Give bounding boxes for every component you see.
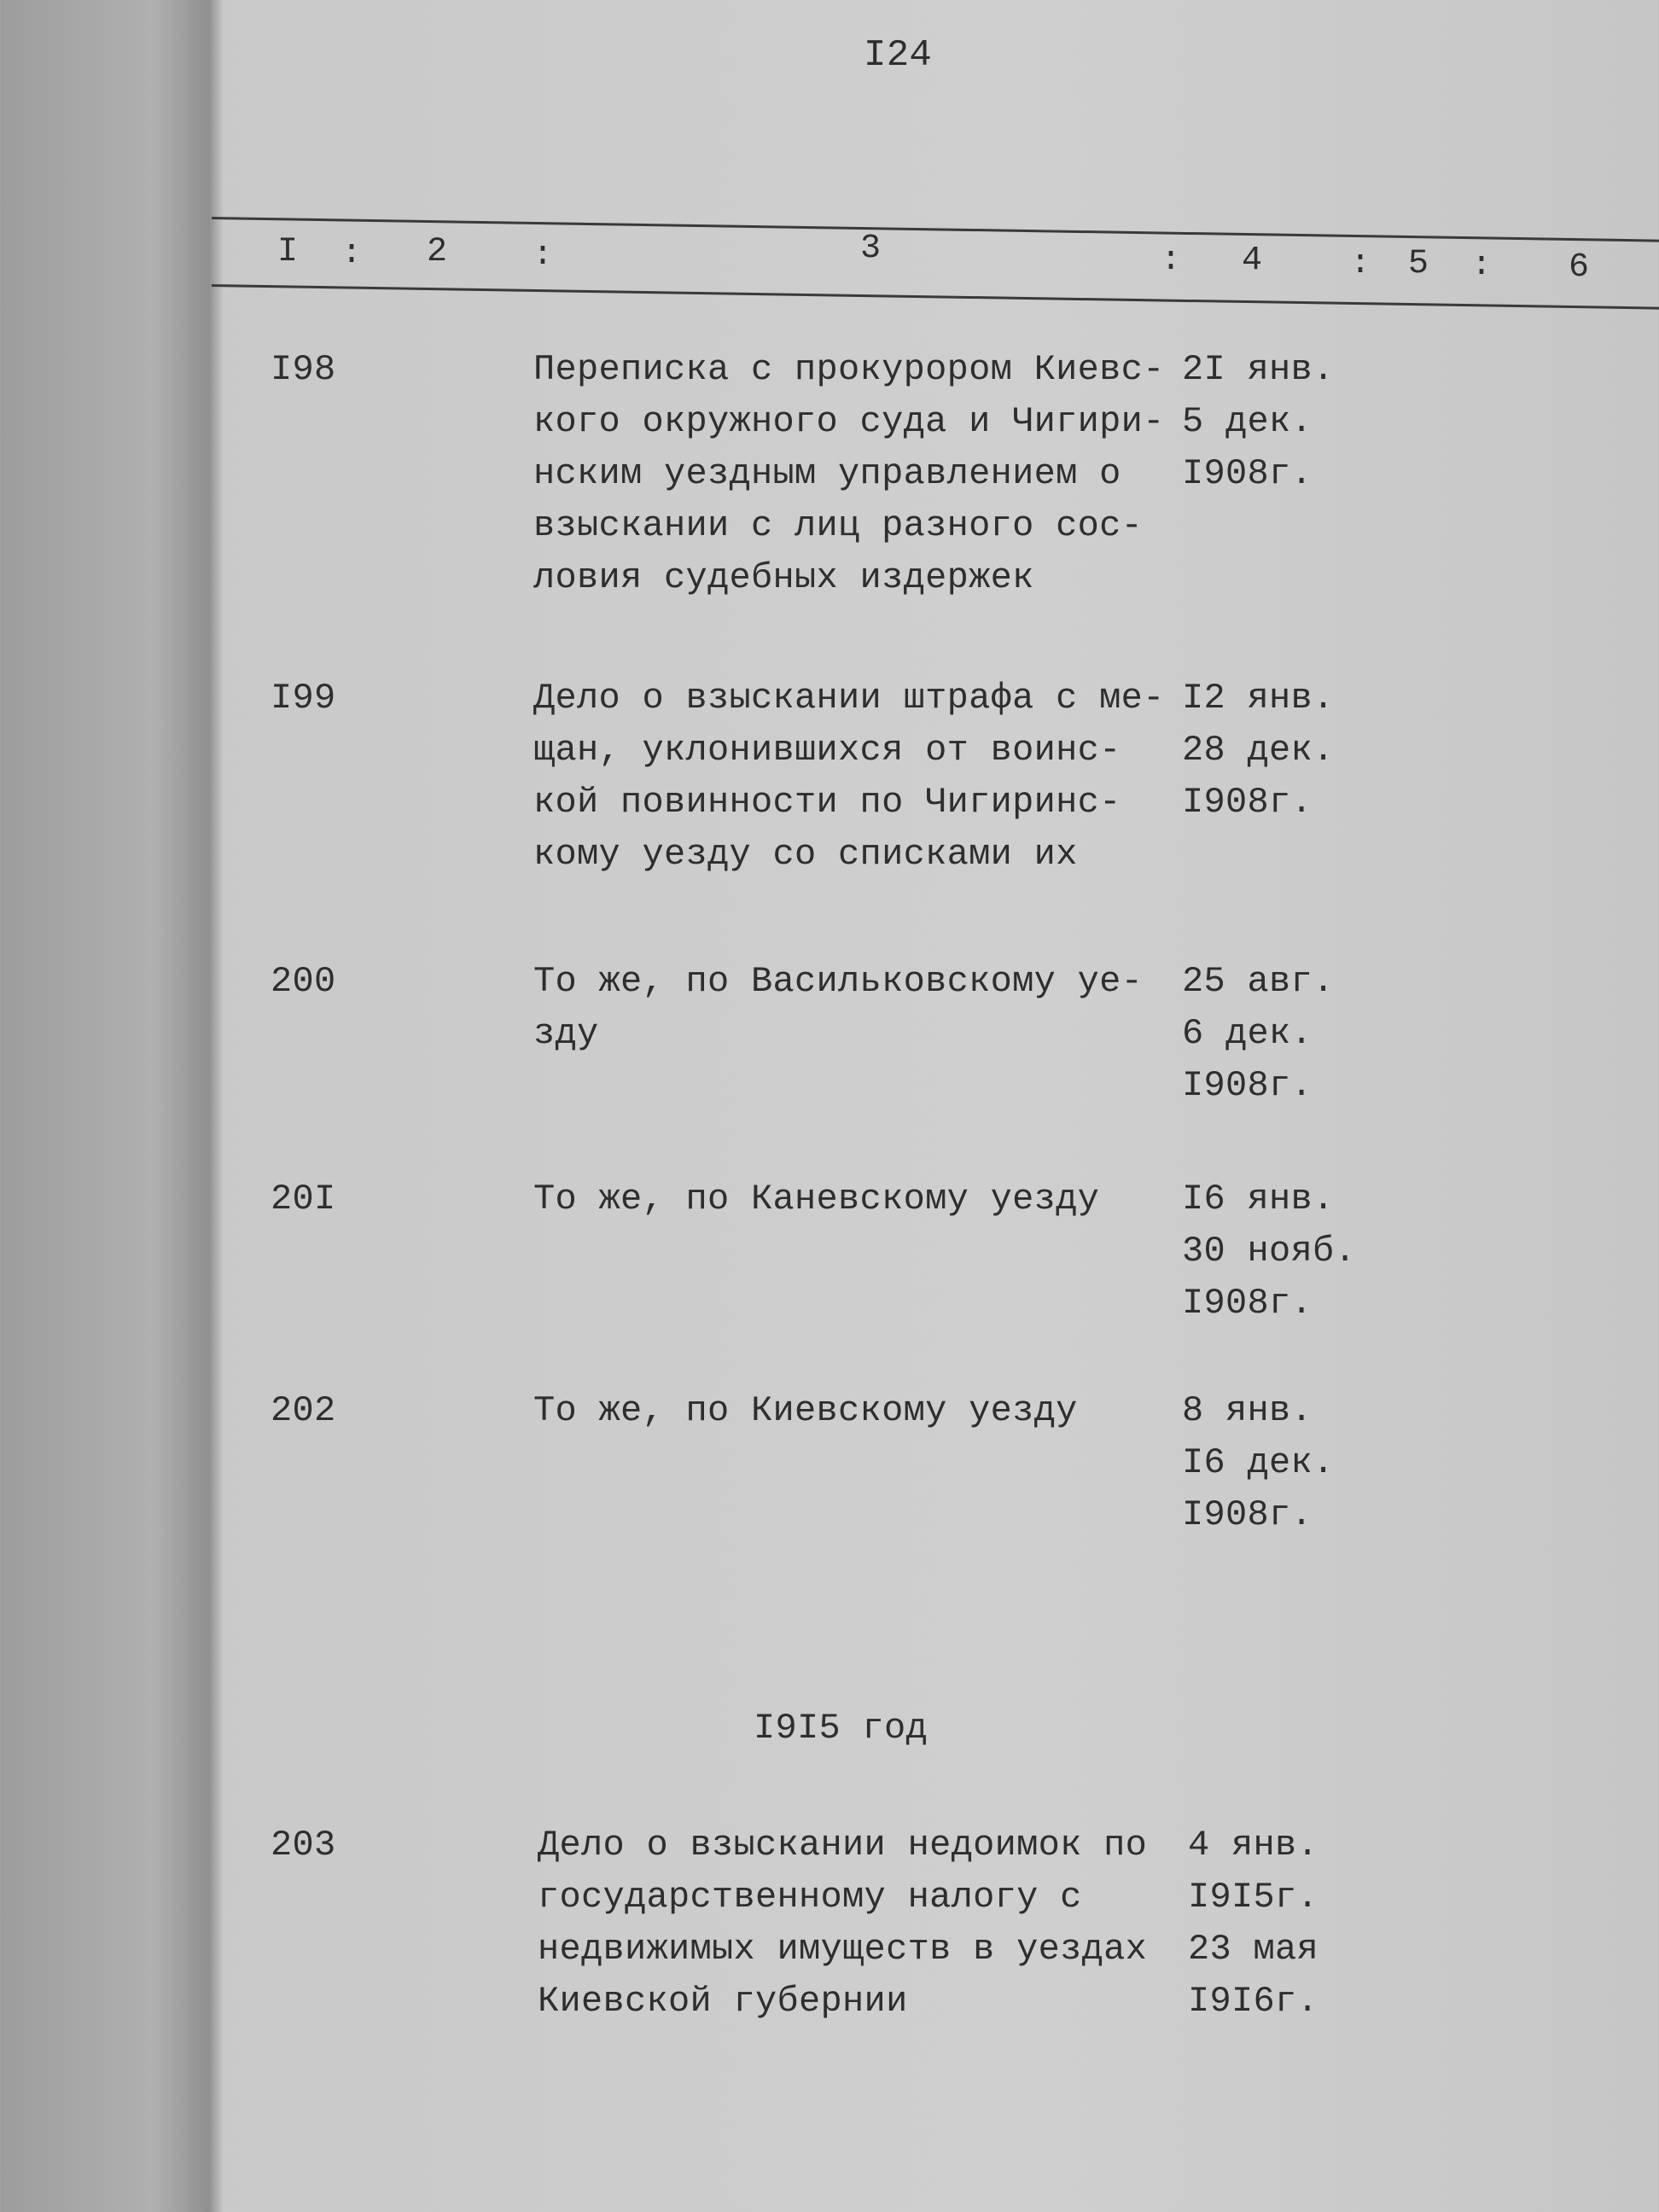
entry-date-line: I908г. [1182, 1283, 1313, 1324]
entry-title-line: Киевской губернии [538, 1981, 908, 2022]
column-separator: : [1350, 245, 1371, 283]
entry-title-line: кой повинности по Чигиринс- [533, 782, 1121, 823]
entry-number: 203 [271, 1825, 336, 1866]
column-header-2: 2 [427, 233, 448, 271]
entry-date-line: 4 янв. [1188, 1825, 1319, 1866]
entry-title-line: взыскании с лиц разного сос- [533, 505, 1144, 546]
entry-title-line: То же, по Каневскому уезду [533, 1179, 1100, 1220]
entry-title-line: Дело о взыскании штрафа с ме- [533, 678, 1165, 719]
column-separator: : [1161, 242, 1182, 280]
entry-title-line: Переписка с прокурором Киевс- [533, 349, 1165, 390]
entry-title-line: государственному налогу с [538, 1877, 1082, 1918]
entry-date-line: 28 дек. [1182, 730, 1335, 771]
entry-date-line: 8 янв. [1182, 1390, 1313, 1431]
entry-date-line: 25 авг. [1182, 961, 1335, 1002]
entry-date-line: I908г. [1182, 782, 1313, 823]
entry-title-line: То же, по Васильковскому уе- [533, 961, 1144, 1002]
entry-title-line: То же, по Киевскому уезду [533, 1390, 1078, 1431]
entry-title-line: зду [533, 1013, 599, 1054]
entry-date-line: I908г. [1182, 1065, 1313, 1106]
column-header-6: 6 [1569, 248, 1590, 287]
entry-title-line: кому уезду со списками их [533, 834, 1078, 875]
entry-date-line: I908г. [1182, 453, 1313, 494]
entry-date-line: 5 дек. [1182, 401, 1313, 442]
entry-title-line: Дело о взыскании недоимок по [538, 1825, 1148, 1866]
entry-title-line: щан, уклонившихся от воинс- [533, 730, 1121, 771]
column-separator: : [1471, 247, 1493, 285]
entry-date-line: 2I янв. [1182, 349, 1335, 390]
section-heading: I9I5 год [754, 1708, 928, 1749]
entry-date-line: I9I5г. [1188, 1877, 1319, 1918]
entry-title-line: ловия судебных издержек [533, 557, 1034, 598]
entry-number: 200 [271, 961, 336, 1002]
column-header-4: 4 [1242, 242, 1263, 280]
page-number: I24 [864, 34, 933, 77]
entry-date-line: I6 янв. [1182, 1179, 1335, 1220]
entry-title-line: недвижимых имуществ в уездах [538, 1929, 1148, 1970]
column-separator: : [533, 236, 554, 275]
header-bottom-rule [212, 284, 1659, 310]
entry-title-line: кого окружного суда и Чигири- [533, 401, 1165, 442]
entry-date-line: 30 нояб. [1182, 1231, 1357, 1272]
entry-date-line: 6 дек. [1182, 1013, 1313, 1054]
entry-number: 202 [271, 1390, 336, 1431]
column-separator: : [341, 235, 363, 273]
entry-date-line: I908г. [1182, 1494, 1313, 1535]
column-header-5: 5 [1408, 245, 1429, 283]
column-header-3: 3 [860, 230, 882, 268]
entry-number: I99 [271, 678, 336, 719]
entry-date-line: I6 дек. [1182, 1442, 1335, 1483]
entry-date-line: 23 мая [1188, 1929, 1319, 1970]
entry-date-line: I9I6г. [1188, 1981, 1319, 2022]
entry-number: I98 [271, 349, 336, 390]
entry-title-line: нским уездным управлением о [533, 453, 1121, 494]
entry-date-line: I2 янв. [1182, 678, 1335, 719]
entry-number: 20I [271, 1179, 336, 1220]
column-header-1: I [277, 233, 299, 271]
